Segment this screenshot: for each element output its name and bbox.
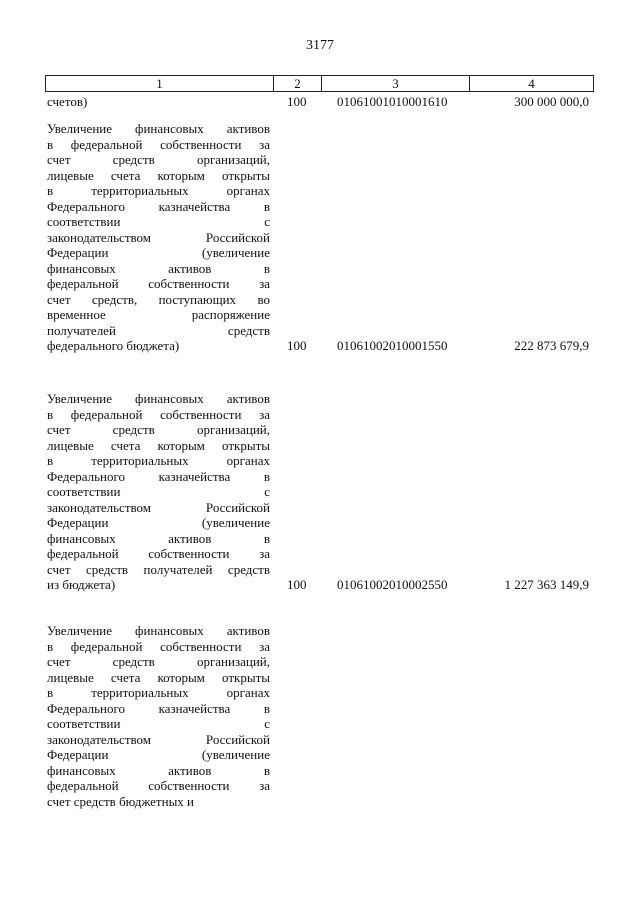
row-amount: 1 227 363 149,9: [504, 577, 589, 592]
column-header-2: 2: [274, 76, 322, 92]
row-description-line: в территориальных органах: [47, 685, 270, 700]
row-description-line: финансовых активов в: [47, 260, 270, 276]
row-description-line: в территориальных органах: [47, 453, 270, 468]
row-budget-code: 01061002010001550: [337, 338, 448, 353]
row-description-line: Федерации (увеличение: [47, 245, 270, 260]
page-number: 3177: [306, 38, 334, 53]
row-description-line: федеральной собственности за: [47, 546, 270, 561]
row-description: [47, 94, 270, 110]
row-description-line: в федеральной собственности за: [47, 136, 270, 152]
row-description-line: счет средств получателей средств: [47, 561, 270, 577]
row-description-line: законодательством Российской: [47, 229, 270, 245]
row-description-line: лицевые счета которым открыты: [47, 437, 270, 453]
row-description-line: в федеральной собственности за: [47, 638, 270, 654]
row-description-line: счетов): [47, 94, 88, 109]
row-description-line: в федеральной собственности за: [47, 406, 270, 422]
row-description-line: счет средств организаций,: [47, 152, 270, 167]
row-description-line: федерального бюджета): [47, 338, 180, 353]
row-description-line: соответствии с: [47, 214, 270, 229]
row-budget-code: 01061002010002550: [337, 577, 448, 592]
row-description-line: в территориальных органах: [47, 183, 270, 198]
row-description-line: Федерального казначейства в: [47, 198, 270, 214]
row-description-line: финансовых активов в: [47, 762, 270, 778]
row-description-line: федеральной собственности за: [47, 778, 270, 793]
row-description-line: счет средств организаций,: [47, 422, 270, 437]
row-description: [47, 121, 270, 354]
row-description-line: федеральной собственности за: [47, 276, 270, 291]
row-description: [47, 391, 270, 593]
row-description-line: законодательством Российской: [47, 499, 270, 515]
row-description-line: Увеличение финансовых активов: [47, 121, 270, 136]
row-code-2: 100: [287, 94, 307, 109]
row-description-line: соответствии с: [47, 484, 270, 499]
row-description-line: лицевые счета которым открыты: [47, 167, 270, 183]
row-description-line: счет средств, поступающих во: [47, 291, 270, 307]
row-description-line: получателей средств: [47, 322, 270, 338]
row-description-line: финансовых активов в: [47, 530, 270, 546]
row-description-line: лицевые счета которым открыты: [47, 669, 270, 685]
row-description: [47, 623, 270, 809]
row-description-line: временное распоряжение: [47, 307, 270, 322]
row-description-line: счет средств организаций,: [47, 654, 270, 669]
row-budget-code: 01061001010001610: [337, 94, 448, 109]
row-description-line: из бюджета): [47, 577, 116, 592]
column-header-4: 4: [470, 76, 594, 92]
column-header-table: [45, 75, 594, 92]
row-description-line: Увеличение финансовых активов: [47, 623, 270, 638]
column-header-1: 1: [46, 76, 274, 92]
row-description-line: законодательством Российской: [47, 731, 270, 747]
column-header-3: 3: [322, 76, 470, 92]
row-code-2: 100: [287, 338, 307, 353]
row-description-line: Федерального казначейства в: [47, 468, 270, 484]
row-description-line: Федерации (увеличение: [47, 747, 270, 762]
row-code-2: 100: [287, 577, 307, 592]
row-description-line: счет средств бюджетных и: [47, 793, 195, 809]
row-amount: 300 000 000,0: [514, 94, 589, 109]
row-description-line: соответствии с: [47, 716, 270, 731]
row-description-line: Федерации (увеличение: [47, 515, 270, 530]
row-description-line: Увеличение финансовых активов: [47, 391, 270, 406]
row-description-line: Федерального казначейства в: [47, 700, 270, 716]
column-header-row: [46, 76, 594, 92]
row-amount: 222 873 679,9: [514, 338, 589, 353]
